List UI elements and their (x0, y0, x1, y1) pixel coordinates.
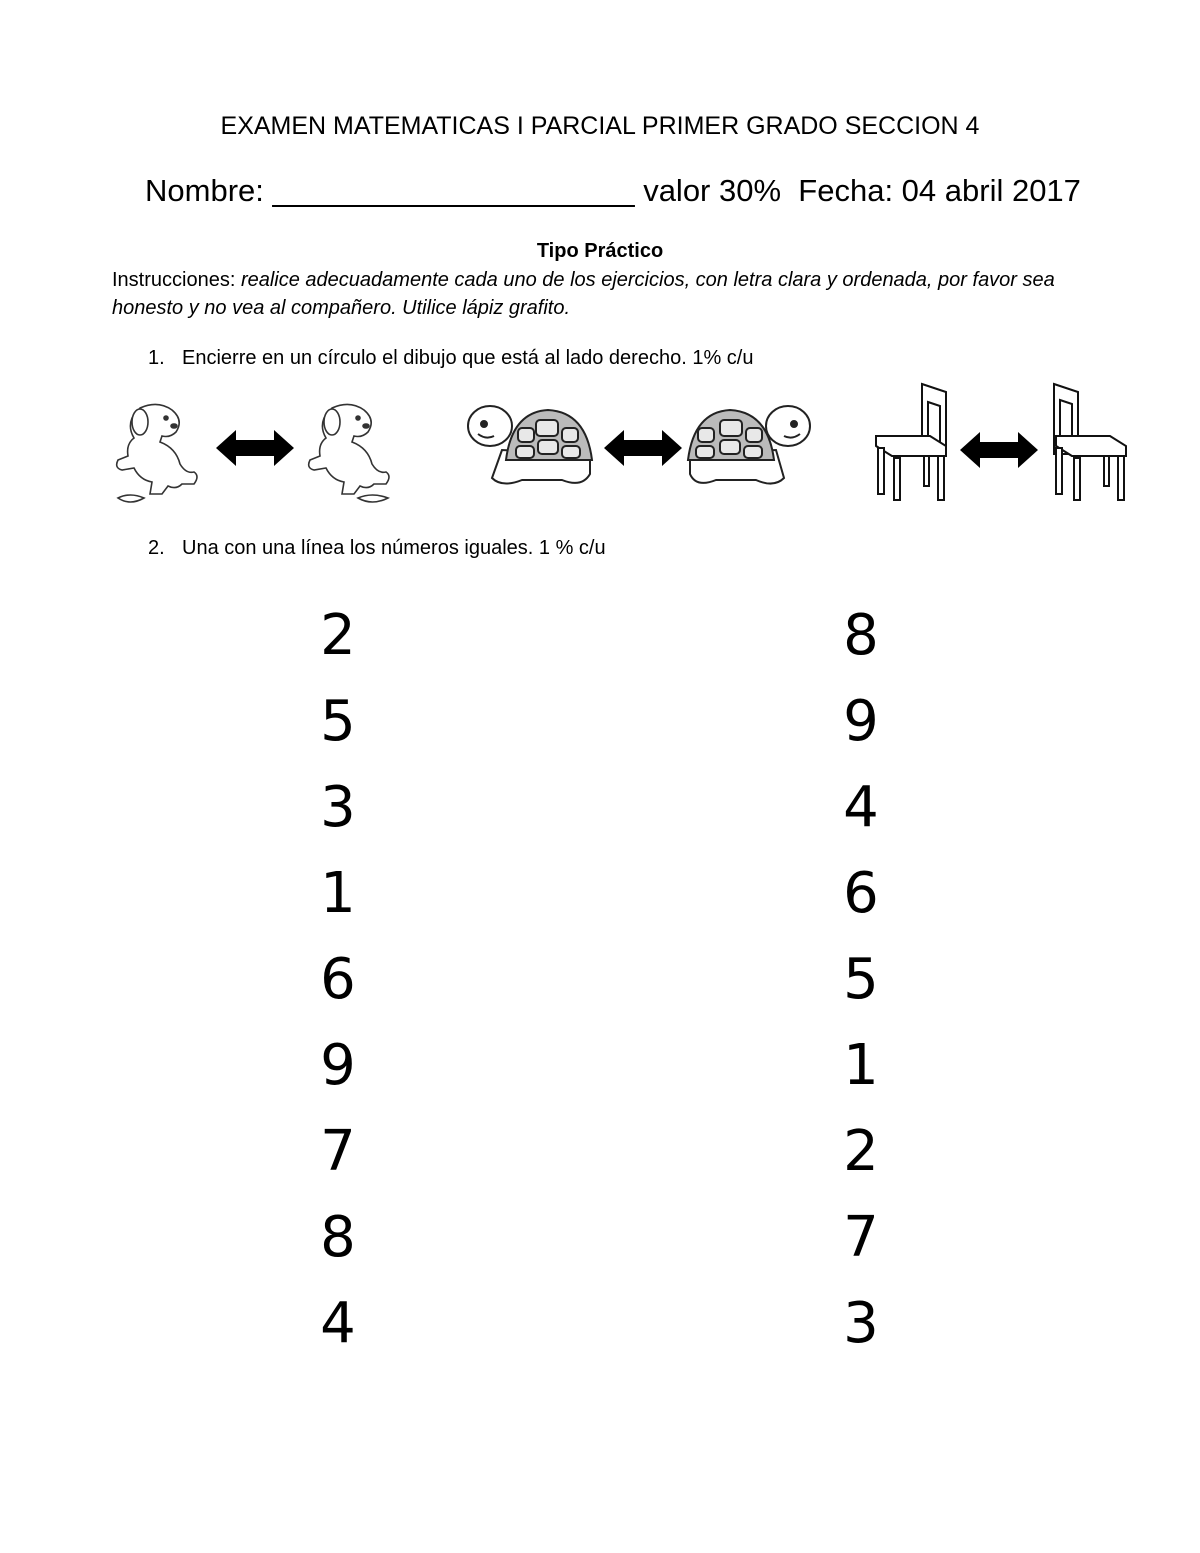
question-2 (148, 537, 606, 560)
right-number[interactable]: 7 (843, 1205, 879, 1270)
question-2-text: Una con una línea los números iguales. 1 % c/u (182, 537, 606, 559)
right-number[interactable]: 1 (843, 1033, 879, 1098)
name-blank[interactable]: _____________________ (272, 173, 635, 208)
name-line (145, 173, 1081, 209)
right-number[interactable]: 2 (843, 1119, 879, 1184)
dog-icon[interactable] (302, 398, 398, 508)
turtle-icon[interactable] (684, 398, 814, 496)
left-number[interactable]: 2 (320, 603, 356, 668)
double-arrow-icon (216, 428, 294, 468)
left-number[interactable]: 1 (320, 861, 356, 926)
question-1-number: 1. (148, 347, 165, 369)
section-type-heading: Tipo Práctico (536, 240, 664, 262)
instructions (112, 266, 1112, 322)
double-arrow-icon (960, 430, 1038, 470)
chair-icon[interactable] (1048, 380, 1130, 504)
right-number[interactable]: 5 (843, 947, 879, 1012)
right-number[interactable]: 6 (843, 861, 879, 926)
double-arrow-icon (604, 428, 682, 468)
left-number[interactable]: 7 (320, 1119, 356, 1184)
instructions-prefix: Instrucciones: (112, 269, 236, 291)
value-label: valor 30% (643, 173, 782, 208)
name-label: Nombre: (145, 173, 264, 208)
chair-icon[interactable] (872, 380, 954, 504)
left-number[interactable]: 9 (320, 1033, 356, 1098)
question-1-text: Encierre en un círculo el dibujo que está al lado derecho. 1% c/u (182, 347, 754, 369)
right-number[interactable]: 8 (843, 603, 879, 668)
left-number[interactable]: 4 (320, 1291, 356, 1356)
exam-title: EXAMEN MATEMATICAS I PARCIAL PRIMER GRADO SECCION 4 (220, 112, 980, 140)
left-number[interactable]: 3 (320, 775, 356, 840)
right-number[interactable]: 3 (843, 1291, 879, 1356)
left-number[interactable]: 6 (320, 947, 356, 1012)
dog-icon[interactable] (110, 398, 206, 508)
instructions-text: realice adecuadamente cada uno de los ejercicios, con letra clara y ordenada, por favor sea honesto y no vea al compañero. Utilice lápiz grafito. (112, 269, 1055, 319)
left-number[interactable]: 8 (320, 1205, 356, 1270)
right-number[interactable]: 4 (843, 775, 879, 840)
question-1 (148, 347, 753, 370)
date-label: Fecha: 04 abril 2017 (798, 173, 1081, 208)
right-number[interactable]: 9 (843, 689, 879, 754)
turtle-icon[interactable] (462, 398, 600, 496)
left-number[interactable]: 5 (320, 689, 356, 754)
question-2-number: 2. (148, 537, 165, 559)
